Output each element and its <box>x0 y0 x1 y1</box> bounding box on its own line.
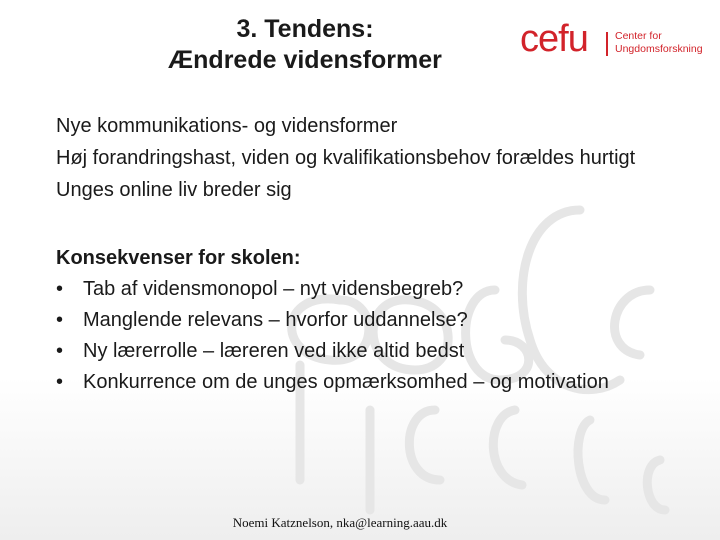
list-item-text: Ny lærerrolle – læreren ved ikke altid bedst <box>83 340 465 362</box>
list-item <box>56 368 666 396</box>
list-item-text: Konkurrence om de unges opmærksomhed – og motivation <box>83 371 609 393</box>
bullet-icon: • <box>56 371 64 393</box>
title-line-1: 3. Tendens: <box>236 15 374 43</box>
slide-footer: Noemi Katznelson, nka@learning.aau.dk <box>232 515 448 530</box>
title-line-2: Ændrede vidensformer <box>168 46 442 74</box>
logo-divider <box>606 32 608 56</box>
bullet-icon: • <box>56 340 64 362</box>
list-item <box>56 306 666 334</box>
consequences-list <box>56 275 666 396</box>
intro-paragraph: Nye kommunikations- og vidensformer <box>56 115 398 137</box>
list-item <box>56 275 666 303</box>
logo-tagline <box>615 30 703 56</box>
list-item <box>56 337 666 365</box>
bullet-icon: • <box>56 278 64 300</box>
list-item-text: Tab af vidensmonopol – nyt vidensbegreb? <box>83 278 464 300</box>
slide-title <box>140 14 470 76</box>
slide-body <box>56 112 666 399</box>
consequences-heading: Konsekvenser for skolen: <box>56 247 301 269</box>
intro-paragraph: Unges online liv breder sig <box>56 179 292 201</box>
list-item-text: Manglende relevans – hvorfor uddannelse? <box>83 309 468 331</box>
logo-tagline-line-1: Center for <box>615 30 662 42</box>
intro-paragraph: Høj forandringshast, viden og kvalifikationsbehov forældes hurtigt <box>56 147 636 169</box>
logo-wordmark: cefu <box>520 18 588 60</box>
logo-tagline-line-2: Ungdomsforskning <box>615 43 703 55</box>
bullet-icon: • <box>56 309 64 331</box>
cefu-logo <box>520 18 710 60</box>
